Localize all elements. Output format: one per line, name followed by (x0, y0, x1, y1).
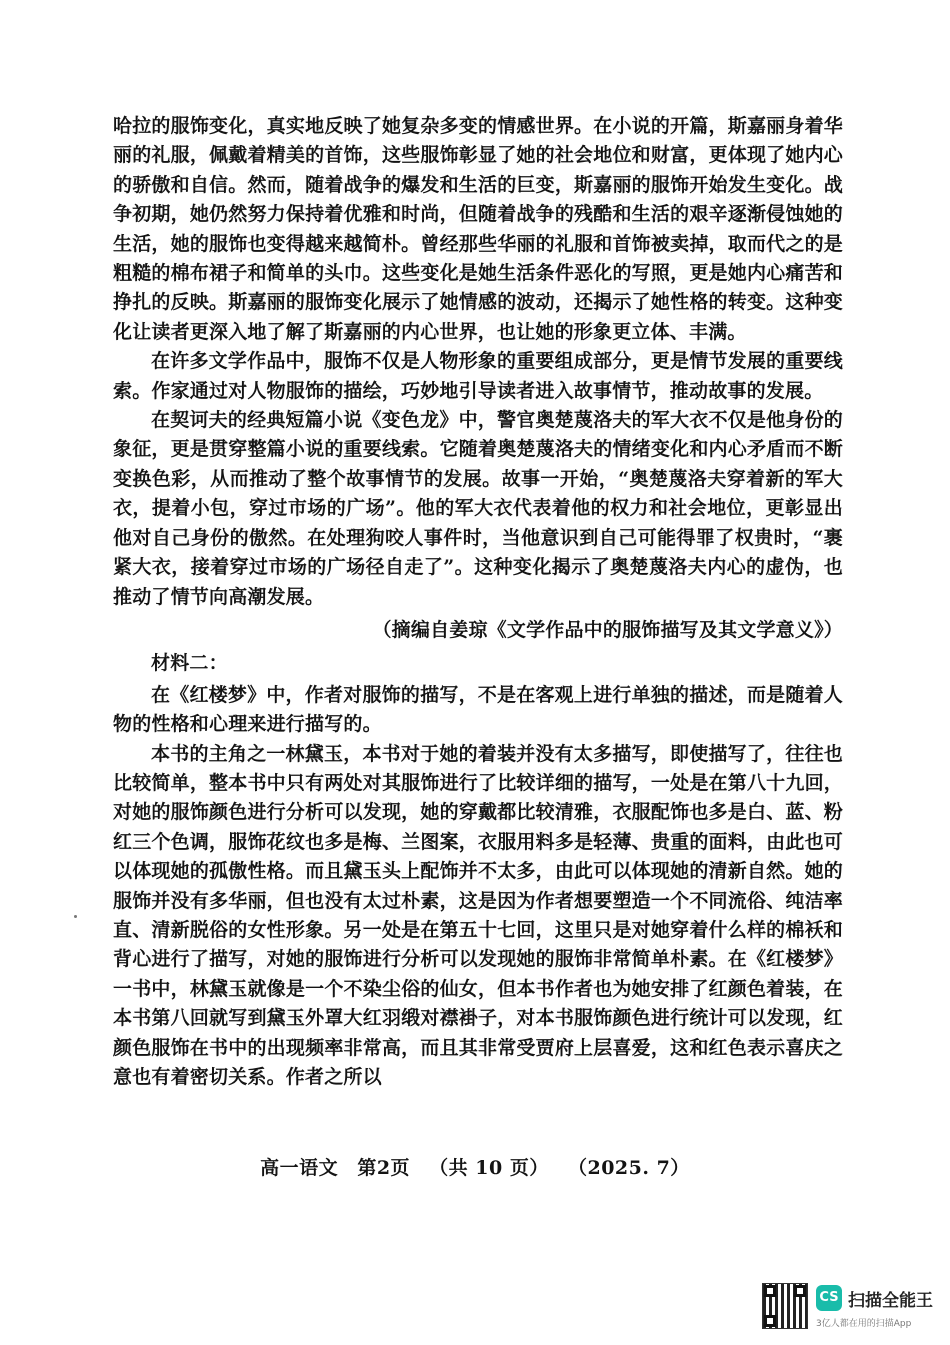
source-citation: （摘编自姜琼《文学作品中的服饰描写及其文学意义》） (372, 618, 843, 641)
page-footer (0, 1153, 950, 1180)
paragraph-1: 哈拉的服饰变化，真实地反映了她复杂多变的情感世界。在小说的开篇，斯嘉丽身着华丽的礼服，佩戴着精美的首饰，这些服饰彰显了她的社会地位和财富，更体现了她内心的骄傲和自信。然而，随着战争的爆发和生活的巨变，斯嘉丽的服饰开始发生变化。战争初期，她仍然努力保持着优雅和时尚，但随着战争的残酷和生活的艰辛逐渐侵蚀她的生活，她的服饰也变得越来越简朴。曾经那些华丽的礼服和首饰被卖掉，取而代之的是粗糙的棉布裙子和简单的头巾。这些变化是她生活条件恶化的写照，更是她内心痛苦和挣扎的反映。斯嘉丽的服饰变化展示了她情感的波动，还揭示了她性格的转变。这种变化让读者更深入地了解了斯嘉丽的内心世界，也让她的形象更立体、丰满。 (113, 115, 843, 343)
article-body (113, 112, 843, 1092)
footer-subject: 高一语文 (260, 1157, 339, 1179)
scanner-watermark (762, 1283, 942, 1343)
footer-total: （共 10 页） (429, 1157, 549, 1179)
scanner-brand: 扫描全能王 (848, 1291, 933, 1311)
scanner-tagline: 3亿人都在用的扫描App (816, 1319, 912, 1329)
footer-date: （2025. 7） (567, 1157, 690, 1179)
paragraph-5: 本书的主角之一林黛玉，本书对于她的着装并没有太多描写，即使描写了，往往也比较简单，整本书中只有两处对其服饰进行了比较详细的描写，一处是在第八十九回，对她的服饰颜色进行分析可以发现，她的穿戴都比较清雅，衣服配饰也多是白、蓝、粉红三个色调，服饰花纹也多是梅、兰图案，衣服用料多是轻薄、贵重的面料，由此也可以体现她的孤傲性格。而且黛玉头上配饰并不太多，由此可以体现她的清新自然。她的服饰并没有多华丽，但也没有太过朴素，这是因为作者想要塑造一个不同流俗、纯洁率直、清新脱俗的女性形象。另一处是在第五十七回，这里只是对她穿着什么样的棉袄和背心进行了描写，对她的服饰进行分析可以发现她的服饰非常简单朴素。在《红楼梦》一书中，林黛玉就像是一个不染尘俗的仙女，但本书作者也为她安排了红颜色着装，在本书第八回就写到黛玉外罩大红羽缎对襟褂子，对本书服饰颜色进行统计可以发现，红颜色服饰在书中的出现频率非常高，而且其非常受贾府上层喜爱，这和红色表示喜庆之意也有着密切关系。作者之所以 (113, 742, 843, 1088)
camscanner-logo-icon: CS (816, 1285, 842, 1311)
footer-page: 第2页 (357, 1157, 411, 1179)
qr-code-icon (762, 1283, 808, 1329)
paragraph-4: 在《红楼梦》中，作者对服饰的描写，不是在客观上进行单独的描述，而是随着人物的性格和心理来进行描写的。 (113, 683, 843, 736)
paragraph-2: 在许多文学作品中，服饰不仅是人物形象的重要组成部分，更是情节发展的重要线索。作家通过对人物服饰的描绘，巧妙地引导读者进入故事情节，推动故事的发展。 (113, 350, 843, 402)
material-heading: 材料二： (151, 652, 228, 675)
scan-speck (74, 915, 77, 918)
paragraph-3: 在契诃夫的经典短篇小说《变色龙》中，警官奥楚蔑洛夫的军大衣不仅是他身份的象征，更是贯穿整篇小说的重要线索。它随着奥楚蔑洛夫的情绪变化和内心矛盾而不断变换色彩，从而推动了整个故事情节的发展。故事一开始，“奥楚蔑洛夫穿着新的军大衣，提着小包，穿过市场的广场”。他的军大衣代表着他的权力和社会地位，更彰显出他对自己身份的傲然。在处理狗咬人事件时，当他意识到自己可能得罪了权贵时，“裹紧大衣，接着穿过市场的广场径自走了”。这种变化揭示了奥楚蔑洛夫内心的虚伪，也推动了情节向高潮发展。 (113, 409, 843, 608)
